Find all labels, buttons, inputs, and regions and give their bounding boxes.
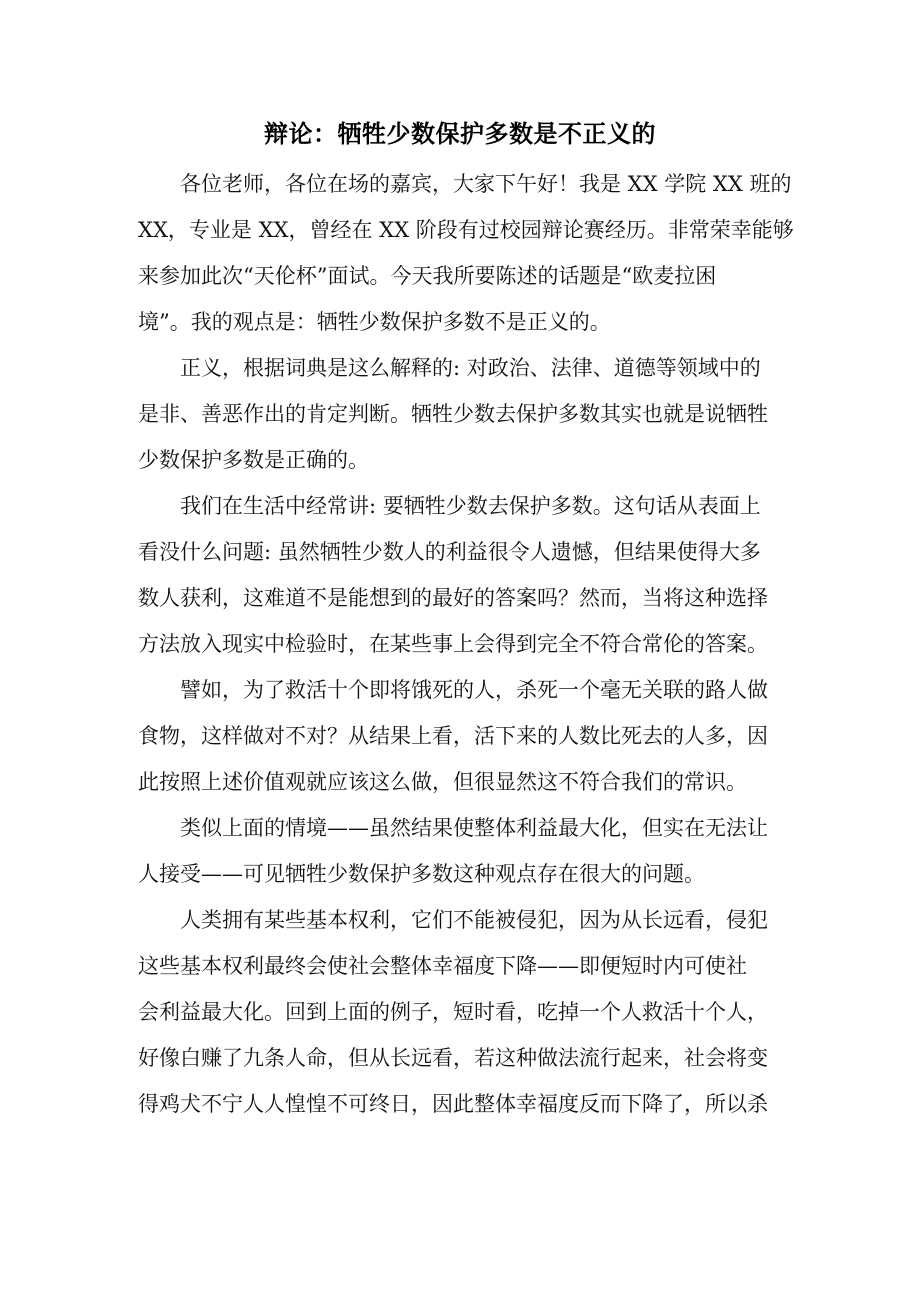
text-line: 数人获利，这难道不是能想到的最好的答案吗？然而，当将这种选择 — [138, 586, 768, 610]
paragraph-6 — [138, 897, 798, 1127]
text-line: 正义，根据词典是这么解释的: 对政治、法律、道德等领域中的 — [180, 356, 761, 380]
text-line: 各位老师，各位在场的嘉宾，大家下午好！我是 XX 学院 XX 班的 — [180, 172, 792, 196]
text-line: 此按照上述价值观就应该这么做，但很显然这不符合我们的常识。 — [138, 770, 747, 794]
document-title: 辩论：牺牲少数保护多数是不正义的 — [264, 120, 656, 148]
text-line: 境”。我的观点是：牺牲少数保护多数不是正义的。 — [138, 310, 611, 334]
paragraph-5 — [138, 805, 798, 897]
paragraph-2 — [138, 345, 798, 483]
text-line: 人类拥有某些基本权利，它们不能被侵犯，因为从长远看，侵犯 — [180, 908, 768, 932]
text-line: XX，专业是 XX，曾经在 XX 阶段有过校园辩论赛经历。非常荣幸能够 — [138, 218, 794, 242]
document-body — [138, 161, 798, 1127]
text-line: 来参加此次“天伦杯”面试。今天我所要陈述的话题是“欧麦拉困 — [138, 264, 717, 288]
text-line: 这些基本权利最终会使社会整体幸福度下降——即便短时内可使社 — [138, 954, 747, 978]
text-line: 我们在生活中经常讲: 要牺牲少数去保护多数。这句话从表面上 — [180, 494, 761, 518]
text-line: 会利益最大化。回到上面的例子，短时看，吃掉一个人救活十个人， — [138, 1000, 768, 1024]
text-line: 得鸡犬不宁人人惶惶不可终日，因此整体幸福度反而下降了，所以杀 — [138, 1092, 768, 1116]
text-line: 食物，这样做对不对？从结果上看，活下来的人数比死去的人多，因 — [138, 724, 768, 748]
text-line: 少数保护多数是正确的。 — [138, 448, 369, 472]
paragraph-1 — [138, 161, 798, 345]
text-line: 譬如，为了救活十个即将饿死的人，杀死一个毫无关联的路人做 — [180, 678, 768, 702]
text-line: 方法放入现实中检验时，在某些事上会得到完全不符合常伦的答案。 — [138, 632, 768, 656]
text-line: 好像白赚了九条人命，但从长远看，若这种做法流行起来，社会将变 — [138, 1046, 768, 1070]
text-line: 是非、善恶作出的肯定判断。牺牲少数去保护多数其实也就是说牺牲 — [138, 402, 768, 426]
text-line: 看没什么问题: 虽然牺牲少数人的利益很令人遗憾，但结果使得大多 — [138, 540, 761, 564]
paragraph-4 — [138, 667, 798, 805]
text-line: 类似上面的情境——虽然结果使整体利益最大化，但实在无法让 — [180, 816, 768, 840]
text-line: 人接受——可见牺牲少数保护多数这种观点存在很大的问题。 — [138, 862, 705, 886]
paragraph-3 — [138, 483, 798, 667]
